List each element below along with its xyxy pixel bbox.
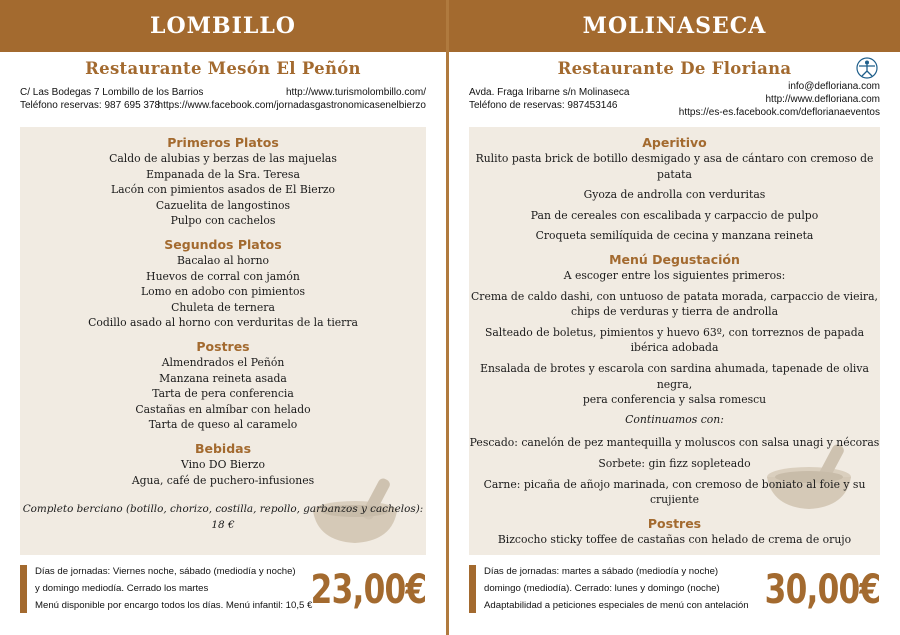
footer xyxy=(469,563,880,623)
menu-item: Cazuelita de langostinos xyxy=(155,198,291,212)
section-title: Menú Degustación xyxy=(609,251,740,267)
footer-line: domingo (mediodía). Cerrado: lunes y domingo (noche) xyxy=(484,583,720,594)
menu-item: Agua, café de puchero-infusiones xyxy=(131,473,315,487)
menu-item: Pulpo con cachelos xyxy=(170,214,276,228)
menu-item: Chuleta de ternera xyxy=(171,300,275,314)
menu-item: Pescado: canelón de pez mantequilla y moluscos con salsa unagi y nécoras xyxy=(469,436,880,450)
phone: Teléfono reservas: 987 695 378 xyxy=(20,100,161,111)
footer-accent-bar xyxy=(469,565,476,613)
section-title: Postres xyxy=(196,338,250,354)
footer-line: Adaptabilidad a peticiones especiales de menú con antelación xyxy=(484,600,749,611)
website-link[interactable]: http://www.turismolombillo.com/ xyxy=(285,87,426,98)
special-dish-note: Completo berciano (botillo, chorizo, costilla, repollo, garbanzos y cachelos): 18 € xyxy=(22,503,424,531)
email-link[interactable]: info@defloriana.com xyxy=(788,81,880,92)
panel-lombillo xyxy=(0,0,446,635)
restaurant-name xyxy=(449,59,900,78)
contact-info xyxy=(469,81,880,124)
menu-item: Pan de cereales con escalibada y carpaccio de pulpo xyxy=(530,208,819,222)
menu-item: Gyoza de androlla con verduritas xyxy=(583,188,766,202)
restaurant-name: Restaurante Mesón El Peñón xyxy=(85,59,361,78)
menu-item: Sorbete: gin fizz sopleteado xyxy=(598,456,751,470)
facebook-link[interactable]: https://www.facebook.com/jornadasgastronomicasenelbierzo xyxy=(157,100,426,111)
town-banner: MOLINASECA xyxy=(449,0,900,52)
menu-item: Rulito pasta brick de botillo desmigado y asa de cántaro con cremoso de patata xyxy=(475,152,874,181)
menu-item: Croqueta semilíquida de cecina y manzana reineta xyxy=(535,229,814,243)
address: Avda. Fraga Iribarne s/n Molinaseca xyxy=(469,87,630,98)
menu-subheading: Continuamos con: xyxy=(625,412,724,426)
website-link[interactable]: http://www.defloriana.com xyxy=(765,94,880,105)
footer-line: y domingo mediodía. Cerrado los martes xyxy=(35,583,209,594)
footer-line: Días de jornadas: martes a sábado (mediodía y noche) xyxy=(484,566,719,577)
menu-item: Castañas en almíbar con helado xyxy=(135,402,311,416)
contact-info xyxy=(20,86,426,124)
menu-price: 30,00€ xyxy=(764,567,880,613)
menu-item: Bacalao al horno xyxy=(176,253,270,267)
footer-line: Días de jornadas: Viernes noche, sábado (mediodía y noche) xyxy=(35,566,296,577)
menu-price: 23,00€ xyxy=(310,567,426,613)
menu-box xyxy=(469,127,880,555)
town-banner: LOMBILLO xyxy=(0,0,446,52)
menu-item: Tarta de queso al caramelo xyxy=(148,418,298,432)
address: C/ Las Bodegas 7 Lombillo de los Barrios xyxy=(20,87,204,98)
restaurant-name-text: Restaurante De Floriana xyxy=(557,59,792,78)
section-title: Aperitivo xyxy=(642,135,707,150)
menu-item: Almendrados el Peñón xyxy=(161,355,285,369)
menu-item: Lomo en adobo con pimientos xyxy=(140,285,306,299)
section-title: Primeros Platos xyxy=(167,135,279,150)
footer-line: Menú disponible por encargo todos los días. Menú infantil: 10,5 € xyxy=(35,600,313,611)
menu-item: Manzana reineta asada xyxy=(159,371,287,385)
menu-item: Salteado de boletus, pimientos y huevo 63º, con torreznos de papada ibérica adobada xyxy=(484,325,865,355)
facebook-link[interactable]: https://es-es.facebook.com/deflorianaeventos xyxy=(678,107,880,118)
menu-item: Tarta de pera conferencia xyxy=(152,387,294,401)
menu-item: Huevos de corral con jamón xyxy=(146,269,300,283)
phone: Teléfono de reservas: 987453146 xyxy=(469,100,618,111)
menu-item: Crema de caldo dashi, con untuoso de patata morada, carpaccio de vieira, xyxy=(471,289,878,303)
footer xyxy=(20,563,426,623)
section-title: Segundos Platos xyxy=(164,236,282,252)
menu-item: Caldo de alubias y berzas de las majuelas xyxy=(109,152,337,165)
menu-item: Vino DO Bierzo xyxy=(180,457,265,471)
section-title: Postres xyxy=(647,515,702,531)
menu-item: A escoger entre los siguientes primeros: xyxy=(563,268,786,282)
vitruvian-man-logo-icon xyxy=(856,57,878,79)
menu-item: Empanada de la Sra. Teresa xyxy=(146,167,300,181)
section-title: Bebidas xyxy=(194,440,252,456)
menu-item: Lacón con pimientos asados de El Bierzo xyxy=(110,183,336,197)
menu-item: Bizcocho sticky toffee de castañas con helado de crema de orujo xyxy=(497,532,852,546)
menu-item: Codillo asado al horno con verduritas de la tierra xyxy=(88,316,358,330)
menu-item: Ensalada de brotes y escarola con sardina ahumada, tapenade de oliva negra, xyxy=(480,361,869,391)
panel-molinaseca xyxy=(449,0,900,635)
menu-box xyxy=(20,127,426,555)
menu-item: Carne: picaña de añojo marinada, con cremoso de boniato al foie y su crujiente xyxy=(483,477,866,507)
menu-item: pera conferencia y salsa romescu xyxy=(582,393,767,407)
menu-item: chips de verduras y tierra de androlla xyxy=(570,305,779,319)
footer-accent-bar xyxy=(20,565,27,613)
